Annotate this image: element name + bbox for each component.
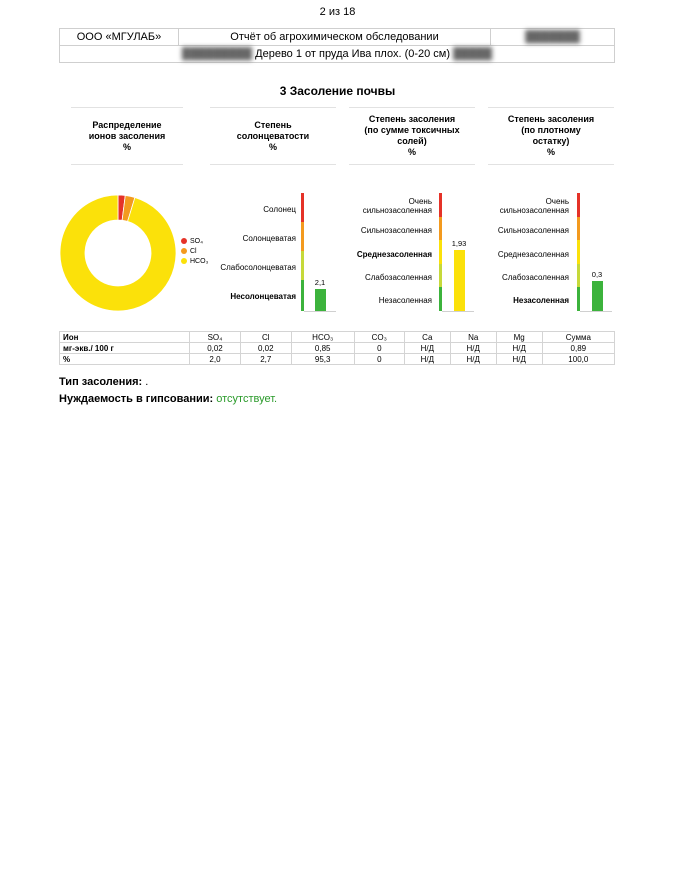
table-cell: % — [60, 354, 190, 365]
header-line: остатку) — [532, 136, 570, 146]
salinity-type-value: . — [145, 376, 149, 388]
header-line: солонцеватости — [236, 131, 310, 141]
scale-label: Среднезасоленная — [497, 250, 569, 259]
table-cell: мг-экв./ 100 г — [60, 343, 190, 354]
scale-label-active: Несолонцеватая — [230, 292, 296, 301]
table-cell: 100,0 — [542, 354, 614, 365]
page-number: 2 из 18 — [319, 6, 356, 18]
company-name: ООО «МГУЛАБ» — [60, 29, 179, 46]
legend-swatch-hco3 — [181, 258, 187, 264]
divider — [488, 164, 614, 165]
scale-strip — [577, 193, 580, 311]
legend-swatch-cl — [181, 248, 187, 254]
table-cell: Н/Д — [404, 354, 450, 365]
salinity-type-label: Тип засоления: — [59, 376, 143, 388]
scale-label: Слабозасоленная — [501, 273, 569, 282]
scale-label: Очень сильнозасоленная — [362, 197, 432, 215]
sample-row — [60, 46, 615, 63]
column-header-toxic-salts — [349, 114, 475, 158]
divider — [488, 107, 614, 108]
scale-strip — [439, 193, 442, 311]
table-cell: Н/Д — [450, 343, 496, 354]
value-label: 1,93 — [451, 239, 467, 248]
section-title: 3 Засоление почвы — [279, 84, 396, 98]
salinity-type — [59, 376, 148, 388]
table-cell: Ca — [404, 332, 450, 343]
table-cell: Ион — [60, 332, 190, 343]
scale-label: Незасоленная — [378, 296, 432, 305]
value-label: 0,3 — [591, 270, 603, 279]
header-line: Степень засоления — [507, 114, 595, 124]
donut-slice-HCO₃ — [60, 195, 176, 311]
header-line: % — [546, 147, 555, 157]
table-cell: Na — [450, 332, 496, 343]
divider — [71, 164, 183, 165]
column-header-ion-distribution — [71, 120, 183, 153]
header-line: (по сумме токсичных — [364, 125, 460, 135]
divider — [349, 107, 475, 108]
toxic-salts-scale — [349, 193, 475, 313]
header-line: Распределение — [92, 120, 162, 130]
redacted-field: ███████ — [491, 29, 615, 46]
table-cell: Mg — [496, 332, 542, 343]
table-cell: 0 — [354, 343, 404, 354]
scale-baseline — [304, 311, 336, 312]
scale-label: Сильнозасоленная — [497, 226, 569, 235]
table-cell: Н/Д — [496, 354, 542, 365]
header-line: % — [122, 142, 131, 152]
divider — [210, 107, 336, 108]
table-row — [60, 343, 615, 354]
scale-label: Сильнозасоленная — [360, 226, 432, 235]
divider — [210, 164, 336, 165]
table-header-row — [60, 332, 615, 343]
redacted-field: █████████ — [181, 48, 253, 60]
value-bar — [592, 281, 603, 311]
donut-legend — [181, 236, 208, 266]
scale-label-active: Среднезасоленная — [356, 250, 432, 259]
header-line: Степень — [254, 120, 292, 130]
scale-label-active: Незасоленная — [513, 296, 569, 305]
value-label: 2,1 — [314, 278, 326, 287]
dense-residue-scale — [488, 193, 614, 313]
value-bar — [315, 289, 326, 311]
table-cell: Сумма — [542, 332, 614, 343]
table-row — [60, 354, 615, 365]
table-cell: 0,02 — [240, 343, 291, 354]
table-cell: 0 — [354, 354, 404, 365]
scale-label: Слабосолонцеватая — [220, 263, 296, 272]
table-cell: HCO₃ — [291, 332, 354, 343]
legend-item — [181, 236, 208, 246]
legend-item — [181, 246, 208, 256]
table-cell: Н/Д — [496, 343, 542, 354]
table-cell: Н/Д — [404, 343, 450, 354]
divider — [71, 107, 183, 108]
header-line: % — [407, 147, 416, 157]
scale-baseline — [442, 311, 474, 312]
gypsum-need-value: отсутствует. — [216, 393, 278, 405]
ion-table — [59, 331, 615, 365]
header-line: % — [268, 142, 277, 152]
divider — [349, 164, 475, 165]
legend-label: HCO₃ — [190, 257, 209, 265]
value-bar — [454, 250, 465, 311]
column-header-dense-residue — [488, 114, 614, 158]
table-cell: CO₃ — [354, 332, 404, 343]
legend-swatch-so4 — [181, 238, 187, 244]
gypsum-need — [59, 393, 277, 405]
column-header-solonetz — [210, 120, 336, 153]
scale-label: Слабозасоленная — [364, 273, 432, 282]
legend-label: Cl — [190, 247, 197, 255]
legend-label: SO₄ — [190, 237, 203, 245]
ion-donut-chart — [58, 193, 178, 313]
table-cell: 0,89 — [542, 343, 614, 354]
sample-name: Дерево 1 от пруда Ива плох. (0-20 см) — [255, 48, 451, 60]
scale-label: Солонец — [263, 205, 296, 214]
table-cell: 95,3 — [291, 354, 354, 365]
table-cell: SO₄ — [190, 332, 241, 343]
redacted-field: █████ — [453, 48, 493, 60]
scale-label: Очень сильнозасоленная — [499, 197, 569, 215]
header-line: солей) — [397, 136, 427, 146]
header-line: Степень засоления — [368, 114, 456, 124]
scale-strip — [301, 193, 304, 311]
table-cell: 2,7 — [240, 354, 291, 365]
header-line: (по плотному — [521, 125, 581, 135]
table-cell: Cl — [240, 332, 291, 343]
scale-baseline — [580, 311, 612, 312]
report-header — [59, 28, 615, 63]
table-cell: 0,02 — [190, 343, 241, 354]
legend-item — [181, 256, 208, 266]
table-cell: 2,0 — [190, 354, 241, 365]
header-line: ионов засоления — [88, 131, 166, 141]
scale-label: Солонцеватая — [242, 234, 296, 243]
solonetz-scale — [210, 193, 336, 313]
table-cell: Н/Д — [450, 354, 496, 365]
table-cell: 0,85 — [291, 343, 354, 354]
report-title: Отчёт об агрохимическом обследовании — [179, 29, 491, 46]
gypsum-need-label: Нуждаемость в гипсовании: — [59, 393, 214, 405]
